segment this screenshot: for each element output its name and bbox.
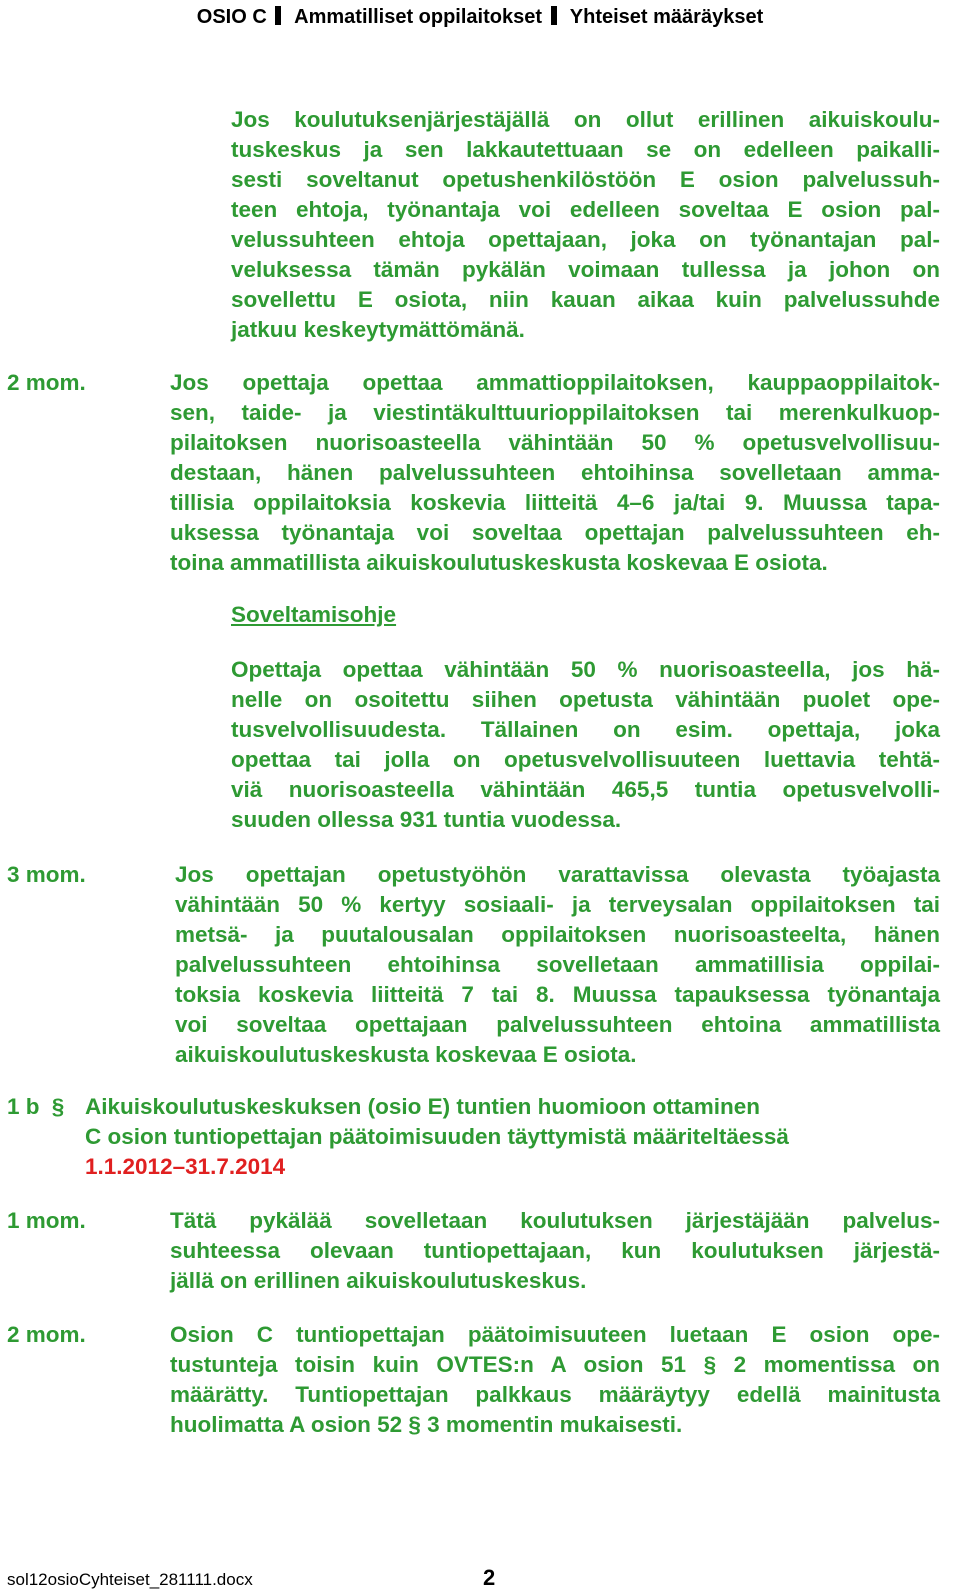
text-line: Jos koulutuksenjärjestäjällä on ollut erillinen aikuiskoulu- xyxy=(231,107,940,132)
moment-label: 2 mom. xyxy=(7,370,86,395)
text-line: sovellettu E osiota, niin kauan aikaa kuin palvelussuhde xyxy=(231,287,940,312)
text-line: toina ammatillista aikuiskoulutuskeskusta koskevaa E osiota. xyxy=(170,550,828,575)
header-separator xyxy=(551,6,557,25)
moment-2-paragraph xyxy=(170,368,940,578)
text-line: Osion C tuntiopettajan päätoimisuuteen luetaan E osion ope- xyxy=(170,1322,940,1347)
text-line: tuskeskus ja sen lakkautettuaan se on edelleen paikalli- xyxy=(231,137,940,162)
text-line: vähintään 50 % kertyy sosiaali- ja terveysalan oppilaitoksen tai xyxy=(175,892,940,917)
section-moment-1-paragraph xyxy=(170,1206,940,1296)
text-line: toksia koskevia liitteitä 7 tai 8. Muussa tapauksessa työnantaja xyxy=(175,982,940,1007)
moment-label: 3 mom. xyxy=(7,862,86,887)
text-line: tusvelvollisuudesta. Tällainen on esim. opettaja, joka xyxy=(231,717,940,742)
text-line: pilaitoksen nuorisoasteella vähintään 50 % opetusvelvollisuu- xyxy=(170,430,940,455)
section-number-text: 1 b xyxy=(7,1094,40,1119)
text-line: veluksessa tämän pykälän voimaan tullessa ja johon on xyxy=(231,257,940,282)
header-part-2: Ammatilliset oppilaitokset xyxy=(294,6,543,28)
header-part-1: OSIO C xyxy=(196,6,267,28)
text-line: Jos opettaja opettaa ammattioppilaitoksen, kauppaoppilaitok- xyxy=(170,370,940,395)
text-line: sen, taide- ja viestintäkulttuurioppilaitoksen tai merenkulkuop- xyxy=(170,400,940,425)
text-line: tillisia oppilaitoksia koskevia liitteitä 4–6 ja/tai 9. Muussa tapa- xyxy=(170,490,940,515)
text-line: sesti soveltanut opetushenkilöstöön E osion palvelussuh- xyxy=(231,167,940,192)
text-line: jällä on erillinen aikuiskoulutuskeskus. xyxy=(170,1268,587,1293)
header-part-3: Yhteiset määräykset xyxy=(569,6,764,28)
text-line: palvelussuhteen ehtoihinsa sovelletaan ammatillisia oppilai- xyxy=(175,952,940,977)
moment-label: 2 mom. xyxy=(7,1322,86,1347)
footer-filename: sol12osioCyhteiset_281111.docx xyxy=(7,1570,253,1589)
text-line: jatkuu keskeytymättömänä. xyxy=(231,317,525,342)
section-sign: § xyxy=(51,1094,65,1119)
text-line: aikuiskoulutuskeskusta koskevaa E osiota. xyxy=(175,1042,637,1067)
section-heading xyxy=(85,1092,940,1182)
section-date: 1.1.2012–31.7.2014 xyxy=(85,1154,286,1179)
text-line: uksessa työnantaja voi soveltaa opettajan palvelussuhteen eh- xyxy=(170,520,940,545)
text-line: Jos opettajan opetustyöhön varattavissa olevasta työajasta xyxy=(175,862,940,887)
section-number xyxy=(7,1092,64,1122)
guidance-title: Soveltamisohje xyxy=(231,602,397,627)
text-line: velussuhteen ehtoja opettajaan, joka on työnantajan pal- xyxy=(231,227,940,252)
page-number: 2 xyxy=(483,1565,496,1590)
text-line: suuden ollessa 931 tuntia vuodessa. xyxy=(231,807,622,832)
text-line: viä nuorisoasteella vähintään 465,5 tuntia opetusvelvolli- xyxy=(231,777,940,802)
text-line: Tätä pykälää sovelletaan koulutuksen järjestäjään palvelus- xyxy=(170,1208,940,1233)
text-line: nelle on osoitettu siihen opetusta vähintään puolet ope- xyxy=(231,687,940,712)
section-title-line: Aikuiskoulutuskeskuksen (osio E) tuntien huomioon ottaminen xyxy=(85,1094,761,1119)
text-line: määrätty. Tuntiopettajan palkkaus määräytyy edellä mainitusta xyxy=(170,1382,940,1407)
text-line: opettaa tai jolla on opetusvelvollisuuteen luettavia tehtä- xyxy=(231,747,940,772)
moment-label: 1 mom. xyxy=(7,1208,86,1233)
header-separator xyxy=(275,6,281,25)
text-line: Opettaja opettaa vähintään 50 % nuorisoasteella, jos hä- xyxy=(231,657,940,682)
guidance-paragraph xyxy=(231,655,940,835)
text-line: destaan, hänen palvelussuhteen ehtoihinsa sovelletaan amma- xyxy=(170,460,940,485)
moment-3-paragraph xyxy=(175,860,940,1070)
intro-paragraph xyxy=(231,105,940,345)
section-moment-2-paragraph xyxy=(170,1320,940,1440)
text-line: teen ehtoja, työnantaja voi edelleen soveltaa E osion pal- xyxy=(231,197,940,222)
text-line: tustunteja toisin kuin OVTES:n A osion 51 § 2 momentissa on xyxy=(170,1352,940,1377)
section-title-line: C osion tuntiopettajan päätoimisuuden täyttymistä määriteltäessä xyxy=(85,1124,789,1149)
text-line: voi soveltaa opettajaan palvelussuhteen ehtoina ammatillista xyxy=(175,1012,940,1037)
text-line: metsä- ja puutalousalan oppilaitoksen nuorisoasteelta, hänen xyxy=(175,922,940,947)
text-line: huolimatta A osion 52 § 3 momentin mukaisesti. xyxy=(170,1412,683,1437)
page-header xyxy=(0,4,960,30)
text-line: suhteessa olevaan tuntiopettajaan, kun koulutuksen järjestä- xyxy=(170,1238,940,1263)
